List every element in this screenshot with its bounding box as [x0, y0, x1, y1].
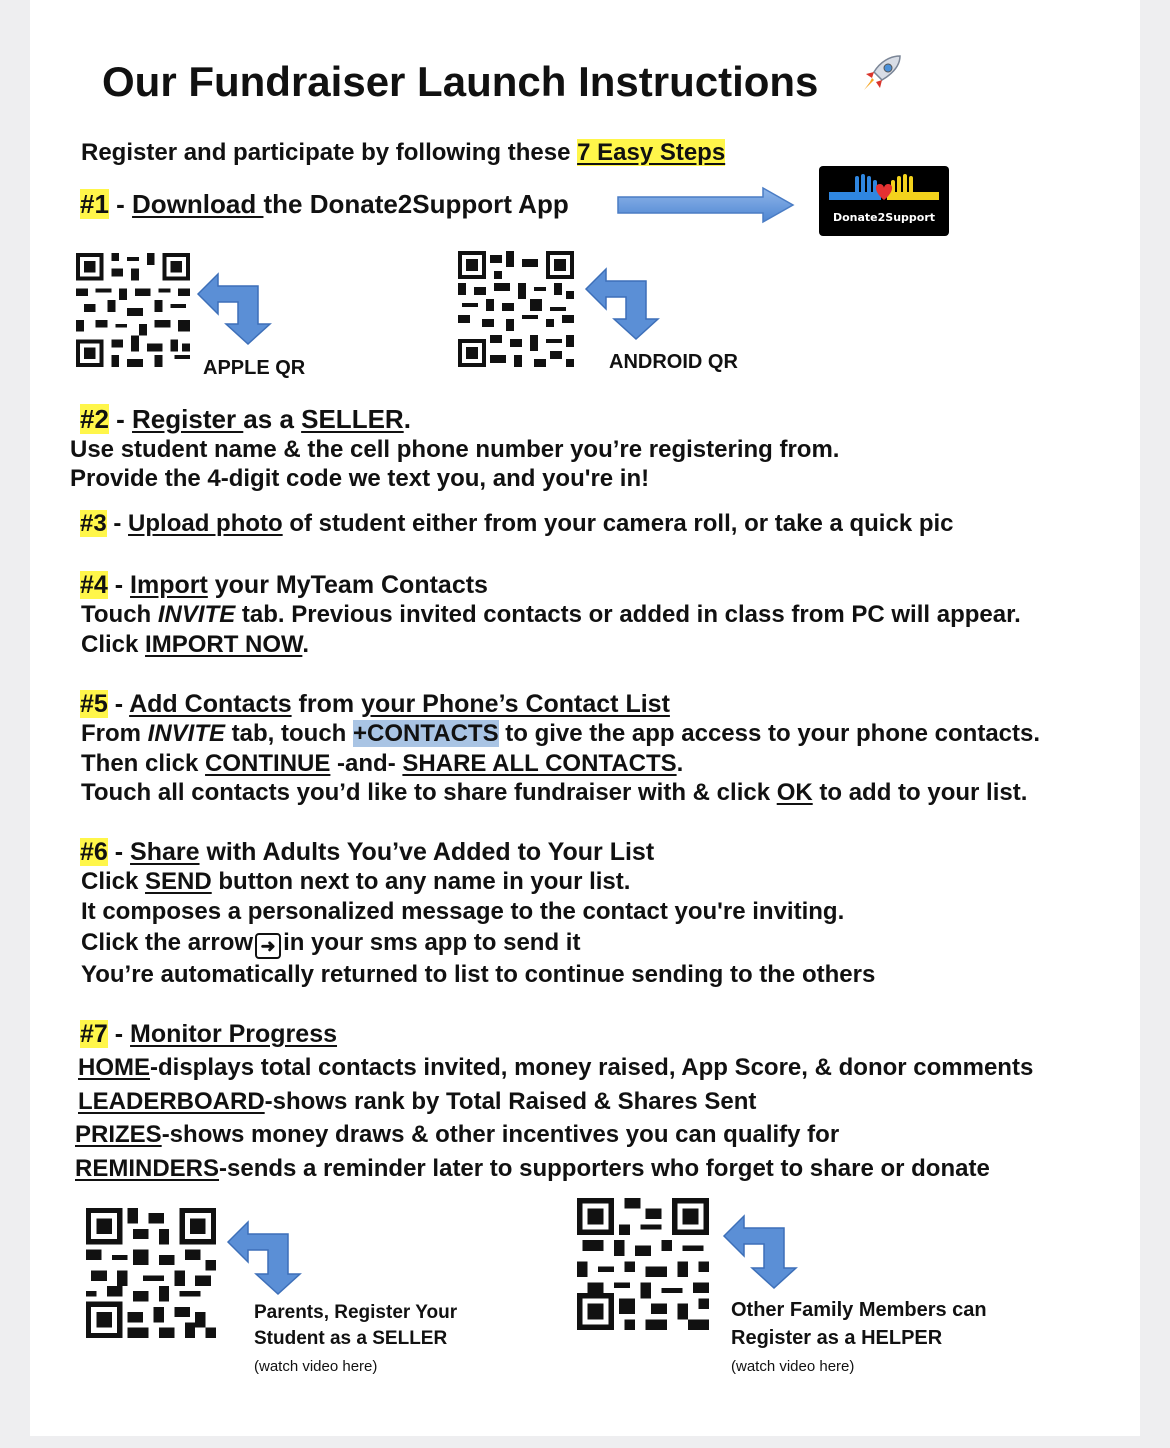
helper-video-qr-code[interactable] [577, 1198, 709, 1330]
rocket-icon [860, 52, 906, 94]
step-6-line-3: Click the arrow ➜ in your sms app to send it [81, 929, 580, 959]
step-5-line-3: Touch all contacts you’d like to share fundraiser with & click OK to add to your list. [81, 779, 1028, 806]
qr-pointer-arrow-icon [226, 1218, 306, 1296]
step-2-heading: #2 - Register as a SELLER. [80, 404, 411, 434]
prizes-line: PRIZES-shows money draws & other incentives you can qualify for [75, 1121, 840, 1148]
donate2support-logo [819, 166, 949, 236]
leaderboard-line: LEADERBOARD-shows rank by Total Raised & Shares Sent [78, 1088, 757, 1115]
helper-video-link[interactable]: (watch video here) [731, 1358, 855, 1375]
step-2-line-1: Use student name & the cell phone number you’re registering from. [70, 436, 840, 463]
logo-text: Donate2Support [832, 211, 936, 224]
step-5-line-2: Then click CONTINUE -and- SHARE ALL CONTACTS. [81, 750, 684, 777]
step-1-heading: #1 - Download the Donate2Support App [80, 189, 569, 219]
android-qr-label: ANDROID QR [609, 351, 738, 373]
prizes-link[interactable]: PRIZES [75, 1121, 162, 1148]
apple-qr-label: APPLE QR [203, 357, 306, 379]
import-now-link[interactable]: IMPORT NOW [145, 631, 303, 658]
seller-video-qr-code[interactable] [86, 1208, 216, 1338]
phone-contact-list-link[interactable]: your Phone’s Contact List [361, 690, 670, 718]
bottom-left-line-2: Student as a SELLER [254, 1328, 448, 1349]
page-title: Our Fundraiser Launch Instructions [102, 58, 819, 105]
register-link[interactable]: Register [132, 404, 244, 434]
home-line: HOME-displays total contacts invited, money raised, App Score, & donor comments [78, 1054, 1034, 1081]
upload-photo-link[interactable]: Upload photo [128, 510, 283, 537]
ok-link[interactable]: OK [776, 779, 813, 806]
seller-video-link[interactable]: (watch video here) [254, 1358, 378, 1375]
monitor-progress-link[interactable]: Monitor Progress [130, 1020, 338, 1048]
step-4-line-2: Click IMPORT NOW. [81, 631, 310, 658]
bottom-right-line-1: Other Family Members can [731, 1299, 987, 1321]
continue-link[interactable]: CONTINUE [205, 750, 331, 777]
share-link[interactable]: Share [130, 838, 200, 866]
android-qr-code[interactable] [458, 251, 574, 367]
step-5-line-1: From INVITE tab, touch +CONTACTS to give the app access to your phone contacts. [81, 720, 1041, 747]
right-arrow-icon [617, 186, 795, 224]
step-4-line-1: Touch INVITE tab. Previous invited contacts or added in class from PC will appear. [81, 601, 1021, 628]
seller-link[interactable]: SELLER [301, 404, 404, 434]
step-6-heading: #6 - Share with Adults You’ve Added to Your List [80, 838, 655, 866]
step-6-line-2: It composes a personalized message to the contact you're inviting. [81, 898, 845, 925]
reminders-line: REMINDERS-sends a reminder later to supporters who forget to share or donate [75, 1155, 990, 1182]
qr-pointer-arrow-icon [196, 270, 276, 346]
qr-pointer-arrow-icon [722, 1212, 802, 1290]
share-all-contacts-link[interactable]: SHARE ALL CONTACTS [402, 750, 677, 777]
step-4-heading: #4 - Import your MyTeam Contacts [80, 571, 488, 599]
step-7-heading: #7 - Monitor Progress [80, 1020, 338, 1048]
send-link[interactable]: SEND [145, 868, 212, 895]
download-link[interactable]: Download [132, 189, 264, 219]
step-2-line-2: Provide the 4-digit code we text you, and you're in! [70, 465, 650, 492]
qr-pointer-arrow-icon [584, 265, 664, 341]
bottom-right-line-2: Register as a HELPER [731, 1327, 943, 1349]
contacts-highlight: +CONTACTS [353, 720, 499, 747]
add-contacts-link[interactable]: Add Contacts [129, 690, 292, 718]
reminders-link[interactable]: REMINDERS [75, 1155, 220, 1182]
step-6-line-1: Click SEND button next to any name in your list. [81, 868, 631, 895]
easy-steps-highlight: 7 Easy Steps [577, 139, 726, 166]
step-3-heading: #3 - Upload photo of student either from your camera roll, or take a quick pic [80, 510, 954, 537]
import-link[interactable]: Import [130, 571, 208, 599]
home-link[interactable]: HOME [78, 1054, 150, 1081]
leaderboard-link[interactable]: LEADERBOARD [78, 1088, 265, 1115]
send-arrow-icon: ➜ [255, 933, 281, 959]
bottom-left-line-1: Parents, Register Your [254, 1302, 458, 1323]
step-5-heading: #5 - Add Contacts from your Phone’s Contact List [80, 690, 670, 718]
intro-line: Register and participate by following these 7 Easy Steps [81, 139, 726, 166]
apple-qr-code[interactable] [76, 253, 190, 367]
step-6-line-4: You’re automatically returned to list to continue sending to the others [81, 961, 876, 988]
